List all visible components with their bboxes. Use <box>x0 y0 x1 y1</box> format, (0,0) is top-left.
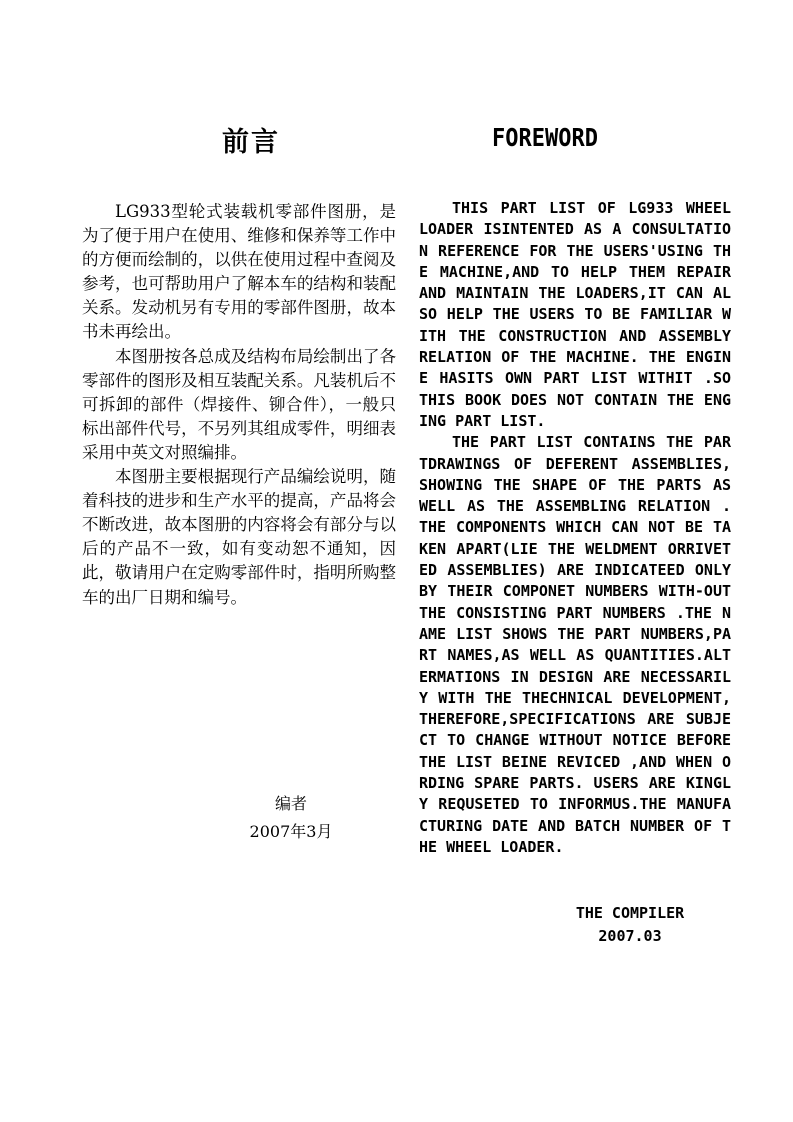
page-title-en: FOREWORD <box>492 123 598 152</box>
cn-paragraph: 本图册主要根据现行产品编绘说明，随着科技的进步和生产水平的提高，产品将会不断改进，故本图册的内容将会有部分与以后的产品不一致，如有变动恕不通知，因此，敬请用户在定购零部件时，指明所购整车的出厂日期和编号。 <box>82 467 396 607</box>
en-paragraph: THIS PART LIST OF LG933 WHEEL LOADER ISINTENTED AS A CONSULTATION REFERENCE FOR THE USERS'USING THE MACHINE,AND TO HELP THEM REPAIR AND MAINTAIN THE LOADERS,IT CAN ALSO HELP THE USERS TO BE FAMILIAR WITH THE CONSTRUCTION AND ASSEMBLY RELATION OF THE MACHINE. THE ENGINE HASITS OWN PART LIST WITHIT .SO THIS BOOK DOES NOT CONTAIN THE ENGING PART LIST. <box>419 199 731 430</box>
en-paragraph: THE PART LIST CONTAINS THE PARTDRAWINGS OF DEFERENT ASSEMBLIES, SHOWING THE SHAPE OF THE PARTS AS WELL AS THE ASSEMBLING RELATION . THE COMPONENTS WHICH CAN NOT BE TAKEN APART(LIE THE WELDMENT ORRIVETED ASSEMBLIES) ARE INDICATEED ONLY BY THEIR COMPONET NUMBERS WITH-OUT THE CONSISTING PART NUMBERS .THE NAME LIST SHOWS THE PART NUMBERS,PART NAMES,AS WELL AS QUANTITIES.ALTERMATIONS IN DESIGN ARE NECESSARILY WITH THE THECHNICAL DEVELOPMENT,THEREFORE,SPECIFICATIONS ARE SUBJECT TO CHANGE WITHOUT NOTICE BEFORE THE LIST BEINE REVICED ,AND WHEN ORDING SPARE PARTS. USERS ARE KINGLY REQUSETED TO INFORMUS.THE MANUFACTURING DATE AND BATCH NUMBER OF THE WHEEL LOADER. <box>419 433 731 856</box>
en-signature-date: 2007.03 <box>598 927 662 945</box>
cn-paragraph: 本图册按各总成及结构布局绘制出了各零部件的图形及相互装配关系。凡装机后不可拆卸的部件（焊接件、铆合件），一般只标出部件代号，不另列其组成零件，明细表采用中英文对照编排。 <box>82 346 396 462</box>
en-signature-author: THE COMPILER <box>575 904 685 922</box>
page-title-cn: 前言 <box>222 127 280 158</box>
foreword-cn-column <box>82 200 396 610</box>
cn-signature-date: 2007年3月 <box>249 822 333 841</box>
foreword-en-column <box>419 198 731 858</box>
cn-paragraph: LG933型轮式装载机零部件图册，是为了便于用户在使用、维修和保养等工作中的方便而绘制的，以供在使用过程中查阅及参考，也可帮助用户了解本车的结构和装配关系。发动机另有专用的零部件图册，故本书未再绘出。 <box>82 202 396 342</box>
cn-signature-author: 编者 <box>274 794 307 813</box>
